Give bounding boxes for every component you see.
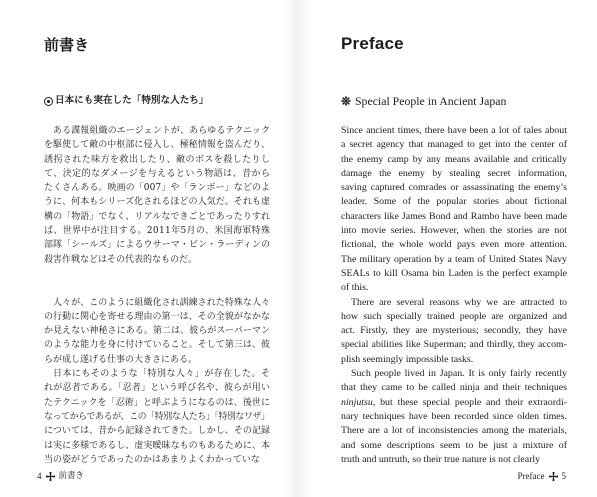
text-line	[341, 310, 567, 324]
page-title: Preface	[341, 34, 404, 53]
paragraph	[341, 124, 567, 296]
cross-ornament-icon	[46, 472, 55, 481]
page-footer	[518, 469, 566, 483]
section-heading	[341, 94, 506, 108]
line-text	[341, 397, 567, 408]
section-heading	[44, 94, 209, 108]
text-line	[44, 167, 270, 181]
paragraph	[341, 367, 567, 467]
text-line	[341, 138, 567, 152]
text-line	[341, 381, 567, 395]
text-line	[341, 181, 567, 195]
line-text: なってからであるが、この「特別な人たち」「特別なワザ」	[44, 411, 270, 422]
text-line	[44, 181, 270, 195]
text-line	[341, 224, 567, 238]
line-text: たテクニックを「忍術」と呼ぶようになるのは、後世に	[44, 397, 271, 408]
text-line	[341, 439, 567, 453]
line-text: らが成し遂げる仕事の大きさにある。	[44, 354, 198, 365]
line-text: a secret agency that managed to get into the center of	[341, 139, 567, 151]
line-text: how such specially trained people are organized and	[341, 310, 567, 322]
text-line	[44, 338, 270, 352]
italic-term: ninjutsu	[341, 396, 373, 408]
text-line	[44, 410, 270, 424]
text-line	[44, 195, 270, 209]
paragraph	[44, 124, 270, 267]
line-text: 部隊「シールズ」によるウサーマ・ビン・ラーディンの	[44, 240, 271, 251]
page-title: 前書き	[44, 36, 90, 54]
line-text: うに、何本もシリーズ化されるほどの人気だ。それも虚	[44, 197, 271, 208]
text-line	[341, 410, 567, 424]
sun-ornament-icon	[341, 96, 351, 106]
page-footer	[37, 469, 84, 483]
text-line	[44, 353, 270, 367]
paragraph	[44, 367, 270, 467]
text-line	[341, 238, 567, 252]
line-text: act. Firstly, they are mysterious; secondly, they have	[341, 325, 567, 337]
text-line	[341, 324, 567, 338]
text-line	[341, 124, 567, 138]
gutter-shadow	[298, 0, 312, 497]
section-heading-text: Special People in Ancient Japan	[355, 94, 507, 108]
line-text: Since ancient times, there have been a lot of tales about	[341, 125, 567, 136]
line-text: Such people lived in Japan. It is only fairly recently	[351, 368, 567, 380]
line-text: て、決定的なダメージを与えるという物語は、昔から	[44, 168, 271, 179]
line-text: nary techniques have been recorded since olden times.	[341, 410, 567, 422]
text-line	[341, 195, 567, 209]
line-text: characters like James Bond and Rambo have been made	[341, 210, 567, 222]
page-number: 5	[561, 471, 566, 481]
line-text: damage the enemy by stealing secret information,	[341, 167, 567, 179]
text-line	[44, 124, 270, 138]
cross-ornament-icon	[549, 472, 558, 481]
gutter-shadow	[282, 0, 298, 497]
line-text: into movie series. However, when the stories are not	[341, 225, 567, 237]
line-text: special abilities like Superman; and thirdly, they accom-	[341, 339, 567, 351]
body-text	[44, 124, 270, 467]
line-text: that they came to be called ninja and their techniques	[341, 382, 567, 394]
left-page	[0, 0, 298, 497]
text-line	[44, 439, 270, 453]
text-line	[44, 153, 270, 167]
text-run: , but these special people and their extraordi-	[372, 396, 567, 408]
line-text: 人々が、このように組織化され訓練された特殊な人々	[53, 297, 271, 308]
line-text: れが忍者である。「忍者」という呼び名や、彼らが用い	[44, 383, 271, 394]
line-text: のような能力を身に付けていること。そして第三は、彼	[44, 340, 271, 351]
line-text: ある諜報組織のエージェントが、あらゆるテクニック	[53, 126, 271, 136]
line-text: truth and untruth, so their true nature is not clearly	[341, 453, 541, 465]
line-text: saving captured comrades or assassinating the enemy’s	[341, 182, 567, 194]
text-line	[44, 253, 270, 267]
line-text: たくさんある。映画の「007」や「ランボー」などのよ	[44, 183, 271, 194]
text-line	[341, 281, 567, 295]
text-line	[341, 210, 567, 224]
text-line	[44, 453, 270, 467]
line-text: 当の姿がどうであったのかはあまりよくわかっていな	[44, 454, 260, 465]
body-text	[341, 124, 567, 467]
text-line	[44, 424, 270, 438]
text-line	[44, 324, 270, 338]
text-line	[44, 210, 270, 224]
line-text: 日本にもそのような「特別な人々」が存在した。そ	[53, 369, 271, 380]
line-text: を駆使して敵の中枢部に侵入し、極秘情報を盗んだり、	[44, 140, 271, 151]
text-line	[341, 424, 567, 438]
text-line	[44, 367, 270, 381]
text-line	[44, 310, 270, 324]
text-line	[44, 138, 270, 152]
line-text: 誘拐された味方を救出したり、敵のボスを殺したりし	[44, 154, 271, 165]
running-head: 前書き	[58, 471, 85, 481]
text-line	[341, 338, 567, 352]
line-text: か見えない神秘さにある。第二は、彼らがスーパーマン	[44, 326, 271, 337]
text-line	[341, 453, 567, 467]
text-line	[44, 396, 270, 410]
text-line	[341, 367, 567, 381]
circle-dot-icon	[44, 97, 53, 106]
line-text: leader. Some of the popular stories about fictional	[341, 196, 567, 208]
text-line	[341, 167, 567, 181]
text-line	[341, 296, 567, 310]
text-line	[341, 267, 567, 281]
text-line	[44, 238, 270, 252]
right-page	[298, 0, 597, 497]
text-line	[341, 353, 567, 367]
paragraph	[341, 296, 567, 367]
line-text: 構の「物語」でなく、リアルなできごとであったりすれ	[44, 211, 271, 222]
line-text: There are a lot of inconsistencies among the materials,	[341, 425, 567, 437]
text-line	[341, 396, 567, 410]
text-line	[44, 224, 270, 238]
line-text: SEALs to kill Osama bin Laden is the perfect example	[341, 267, 567, 279]
line-text: and some descriptions seem to be just a mixture of	[341, 439, 567, 451]
line-text: There are several reasons why we are attracted to	[351, 296, 567, 308]
line-text: 殺害作戦などはその代表的なものだ。	[44, 254, 198, 265]
line-text: The military operation by a team of United States Navy	[341, 253, 567, 265]
line-text: の行動に関心を寄せる理由の第一は、その全貌がなかな	[44, 311, 271, 322]
line-text: は実に多様であるし、虚実曖昧なものもあるために、本	[44, 440, 271, 451]
line-text: については、昔から記録されてきた。しかし、その記録	[44, 426, 271, 437]
text-line	[44, 296, 270, 310]
line-text: plish seemingly impossible tasks.	[341, 353, 474, 365]
line-text: of this.	[341, 282, 369, 294]
section-heading-text: 日本にも実在した「特別な人たち」	[55, 95, 209, 106]
text-line	[44, 381, 270, 395]
line-text: fictional, the whole world pays even more attention.	[341, 239, 567, 251]
paragraph	[44, 296, 270, 367]
line-text: the enemy camp by any means available and critically	[341, 153, 567, 165]
text-line	[341, 153, 567, 167]
page-number: 4	[37, 471, 42, 481]
text-line	[341, 253, 567, 267]
line-text: ば、世界中が注目する。2011年5月の、米国海軍特殊	[44, 226, 271, 237]
running-head: Preface	[517, 471, 545, 481]
